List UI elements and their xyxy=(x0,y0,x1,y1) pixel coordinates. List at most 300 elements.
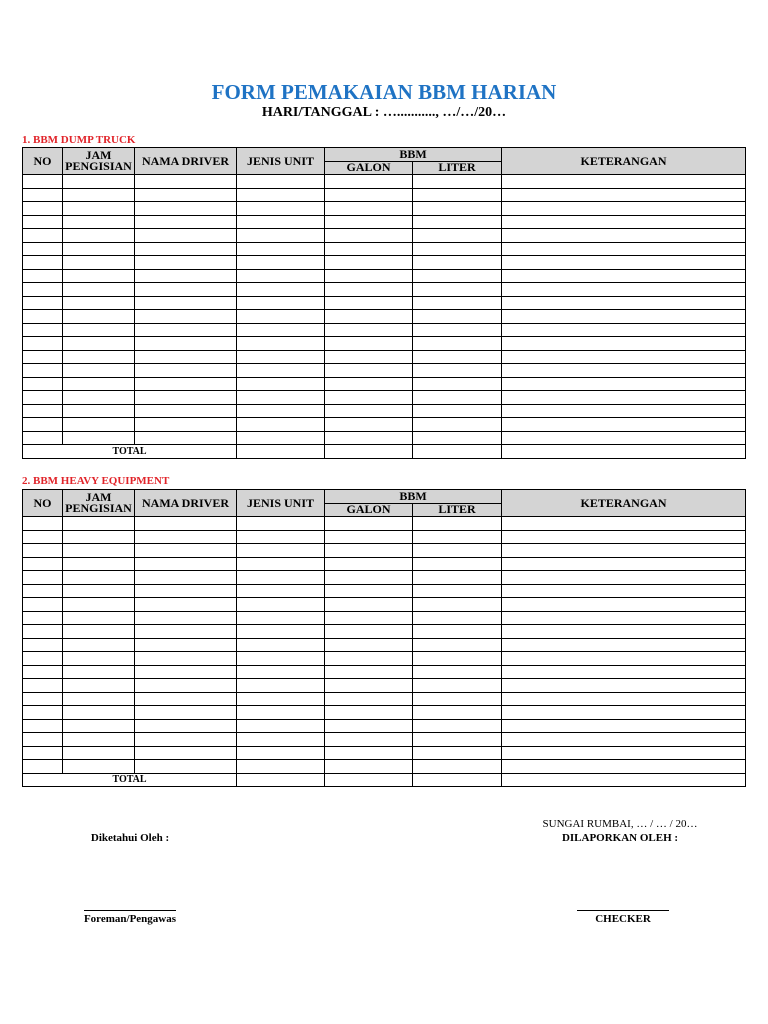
no-cell[interactable] xyxy=(23,350,63,364)
nama-driver-cell[interactable] xyxy=(135,188,237,202)
galon-cell[interactable] xyxy=(325,229,413,243)
keterangan-cell[interactable] xyxy=(502,571,746,585)
table-row xyxy=(23,760,746,774)
liter-cell[interactable] xyxy=(413,337,502,351)
galon-cell[interactable] xyxy=(325,746,413,760)
galon-cell[interactable] xyxy=(325,517,413,531)
nama-driver-cell[interactable] xyxy=(135,296,237,310)
galon-cell[interactable] xyxy=(325,557,413,571)
keterangan-cell[interactable] xyxy=(502,269,746,283)
jenis-unit-cell[interactable] xyxy=(237,530,325,544)
no-cell[interactable] xyxy=(23,611,63,625)
galon-cell[interactable] xyxy=(325,679,413,693)
jenis-unit-cell[interactable] xyxy=(237,377,325,391)
galon-cell[interactable] xyxy=(325,256,413,270)
keterangan-cell[interactable] xyxy=(502,544,746,558)
no-cell[interactable] xyxy=(23,188,63,202)
keterangan-cell[interactable] xyxy=(502,517,746,531)
keterangan-cell[interactable] xyxy=(502,611,746,625)
header-bbm: BBM xyxy=(325,148,502,162)
jenis-unit-cell[interactable] xyxy=(237,598,325,612)
no-cell[interactable] xyxy=(23,256,63,270)
table-row xyxy=(23,598,746,612)
keterangan-cell[interactable] xyxy=(502,283,746,297)
jam-cell[interactable] xyxy=(63,679,135,693)
jam-cell[interactable] xyxy=(63,418,135,432)
keterangan-cell[interactable] xyxy=(502,310,746,324)
nama-driver-cell[interactable] xyxy=(135,175,237,189)
total-spacer xyxy=(237,445,325,459)
no-cell[interactable] xyxy=(23,517,63,531)
jenis-unit-cell[interactable] xyxy=(237,215,325,229)
jenis-unit-cell[interactable] xyxy=(237,692,325,706)
no-cell[interactable] xyxy=(23,733,63,747)
jenis-unit-cell[interactable] xyxy=(237,323,325,337)
galon-cell[interactable] xyxy=(325,733,413,747)
jenis-unit-cell[interactable] xyxy=(237,719,325,733)
liter-cell[interactable] xyxy=(413,517,502,531)
nama-driver-cell[interactable] xyxy=(135,418,237,432)
no-cell[interactable] xyxy=(23,598,63,612)
galon-cell[interactable] xyxy=(325,175,413,189)
jam-cell[interactable] xyxy=(63,350,135,364)
keterangan-cell[interactable] xyxy=(502,215,746,229)
nama-driver-cell[interactable] xyxy=(135,544,237,558)
liter-cell[interactable] xyxy=(413,431,502,445)
total-keterangan-cell[interactable] xyxy=(502,773,746,787)
liter-cell[interactable] xyxy=(413,760,502,774)
keterangan-cell[interactable] xyxy=(502,404,746,418)
table-row xyxy=(23,418,746,432)
keterangan-cell[interactable] xyxy=(502,256,746,270)
jam-cell[interactable] xyxy=(63,733,135,747)
jam-cell[interactable] xyxy=(63,256,135,270)
jenis-unit-cell[interactable] xyxy=(237,256,325,270)
galon-cell[interactable] xyxy=(325,364,413,378)
nama-driver-cell[interactable] xyxy=(135,706,237,720)
keterangan-cell[interactable] xyxy=(502,530,746,544)
keterangan-cell[interactable] xyxy=(502,337,746,351)
liter-cell[interactable] xyxy=(413,350,502,364)
liter-cell[interactable] xyxy=(413,571,502,585)
nama-driver-cell[interactable] xyxy=(135,364,237,378)
jam-cell[interactable] xyxy=(63,215,135,229)
keterangan-cell[interactable] xyxy=(502,377,746,391)
liter-cell[interactable] xyxy=(413,652,502,666)
no-cell[interactable] xyxy=(23,418,63,432)
jam-cell[interactable] xyxy=(63,665,135,679)
nama-driver-cell[interactable] xyxy=(135,665,237,679)
nama-driver-cell[interactable] xyxy=(135,611,237,625)
keterangan-cell[interactable] xyxy=(502,431,746,445)
table-row xyxy=(23,188,746,202)
liter-cell[interactable] xyxy=(413,584,502,598)
keterangan-cell[interactable] xyxy=(502,625,746,639)
keterangan-cell[interactable] xyxy=(502,733,746,747)
keterangan-cell[interactable] xyxy=(502,557,746,571)
total-galon-cell[interactable] xyxy=(325,445,413,459)
keterangan-cell[interactable] xyxy=(502,746,746,760)
jenis-unit-cell[interactable] xyxy=(237,188,325,202)
galon-cell[interactable] xyxy=(325,337,413,351)
nama-driver-cell[interactable] xyxy=(135,215,237,229)
nama-driver-cell[interactable] xyxy=(135,310,237,324)
jenis-unit-cell[interactable] xyxy=(237,625,325,639)
jam-cell[interactable] xyxy=(63,377,135,391)
liter-cell[interactable] xyxy=(413,323,502,337)
jam-cell[interactable] xyxy=(63,611,135,625)
total-keterangan-cell[interactable] xyxy=(502,445,746,459)
no-cell[interactable] xyxy=(23,364,63,378)
liter-cell[interactable] xyxy=(413,188,502,202)
liter-cell[interactable] xyxy=(413,611,502,625)
nama-driver-cell[interactable] xyxy=(135,350,237,364)
table-row xyxy=(23,215,746,229)
no-cell[interactable] xyxy=(23,760,63,774)
no-cell[interactable] xyxy=(23,625,63,639)
jam-cell[interactable] xyxy=(63,202,135,216)
jam-cell[interactable] xyxy=(63,283,135,297)
galon-cell[interactable] xyxy=(325,665,413,679)
jam-cell[interactable] xyxy=(63,229,135,243)
right-signature-line xyxy=(577,910,669,911)
keterangan-cell[interactable] xyxy=(502,229,746,243)
jenis-unit-cell[interactable] xyxy=(237,404,325,418)
total-liter-cell[interactable] xyxy=(413,445,502,459)
jam-cell[interactable] xyxy=(63,404,135,418)
no-cell[interactable] xyxy=(23,215,63,229)
jam-cell[interactable] xyxy=(63,719,135,733)
no-cell[interactable] xyxy=(23,544,63,558)
nama-driver-cell[interactable] xyxy=(135,283,237,297)
keterangan-cell[interactable] xyxy=(502,175,746,189)
jenis-unit-cell[interactable] xyxy=(237,242,325,256)
no-cell[interactable] xyxy=(23,746,63,760)
liter-cell[interactable] xyxy=(413,283,502,297)
no-cell[interactable] xyxy=(23,679,63,693)
jenis-unit-cell[interactable] xyxy=(237,391,325,405)
jenis-unit-cell[interactable] xyxy=(237,269,325,283)
nama-driver-cell[interactable] xyxy=(135,652,237,666)
nama-driver-cell[interactable] xyxy=(135,256,237,270)
jenis-unit-cell[interactable] xyxy=(237,350,325,364)
jam-cell[interactable] xyxy=(63,364,135,378)
table-row xyxy=(23,571,746,585)
no-cell[interactable] xyxy=(23,242,63,256)
nama-driver-cell[interactable] xyxy=(135,692,237,706)
nama-driver-cell[interactable] xyxy=(135,571,237,585)
jenis-unit-cell[interactable] xyxy=(237,229,325,243)
liter-cell[interactable] xyxy=(413,638,502,652)
header-liter: LITER xyxy=(413,503,502,517)
galon-cell[interactable] xyxy=(325,310,413,324)
left-signature-line xyxy=(84,910,176,911)
liter-cell[interactable] xyxy=(413,692,502,706)
table-row xyxy=(23,202,746,216)
no-cell[interactable] xyxy=(23,706,63,720)
jenis-unit-cell[interactable] xyxy=(237,296,325,310)
liter-cell[interactable] xyxy=(413,557,502,571)
keterangan-cell[interactable] xyxy=(502,706,746,720)
liter-cell[interactable] xyxy=(413,665,502,679)
galon-cell[interactable] xyxy=(325,296,413,310)
galon-cell[interactable] xyxy=(325,242,413,256)
total-row xyxy=(23,773,746,787)
no-cell[interactable] xyxy=(23,584,63,598)
jenis-unit-cell[interactable] xyxy=(237,175,325,189)
no-cell[interactable] xyxy=(23,337,63,351)
jenis-unit-cell[interactable] xyxy=(237,665,325,679)
galon-cell[interactable] xyxy=(325,283,413,297)
no-cell[interactable] xyxy=(23,530,63,544)
jenis-unit-cell[interactable] xyxy=(237,557,325,571)
keterangan-cell[interactable] xyxy=(502,638,746,652)
galon-cell[interactable] xyxy=(325,530,413,544)
keterangan-cell[interactable] xyxy=(502,760,746,774)
liter-cell[interactable] xyxy=(413,733,502,747)
jam-cell[interactable] xyxy=(63,175,135,189)
liter-cell[interactable] xyxy=(413,391,502,405)
nama-driver-cell[interactable] xyxy=(135,530,237,544)
jenis-unit-cell[interactable] xyxy=(237,364,325,378)
galon-cell[interactable] xyxy=(325,611,413,625)
liter-cell[interactable] xyxy=(413,706,502,720)
jam-cell[interactable] xyxy=(63,242,135,256)
keterangan-cell[interactable] xyxy=(502,418,746,432)
no-cell[interactable] xyxy=(23,652,63,666)
jam-cell[interactable] xyxy=(63,431,135,445)
galon-cell[interactable] xyxy=(325,202,413,216)
nama-driver-cell[interactable] xyxy=(135,719,237,733)
total-liter-cell[interactable] xyxy=(413,773,502,787)
galon-cell[interactable] xyxy=(325,215,413,229)
keterangan-cell[interactable] xyxy=(502,296,746,310)
keterangan-cell[interactable] xyxy=(502,679,746,693)
keterangan-cell[interactable] xyxy=(502,323,746,337)
galon-cell[interactable] xyxy=(325,584,413,598)
liter-cell[interactable] xyxy=(413,202,502,216)
no-cell[interactable] xyxy=(23,296,63,310)
jam-cell[interactable] xyxy=(63,692,135,706)
liter-cell[interactable] xyxy=(413,296,502,310)
jenis-unit-cell[interactable] xyxy=(237,746,325,760)
nama-driver-cell[interactable] xyxy=(135,625,237,639)
jam-cell[interactable] xyxy=(63,269,135,283)
jenis-unit-cell[interactable] xyxy=(237,337,325,351)
nama-driver-cell[interactable] xyxy=(135,404,237,418)
jenis-unit-cell[interactable] xyxy=(237,283,325,297)
liter-cell[interactable] xyxy=(413,242,502,256)
no-cell[interactable] xyxy=(23,175,63,189)
jenis-unit-cell[interactable] xyxy=(237,584,325,598)
jenis-unit-cell[interactable] xyxy=(237,679,325,693)
keterangan-cell[interactable] xyxy=(502,350,746,364)
galon-cell[interactable] xyxy=(325,391,413,405)
table-row xyxy=(23,719,746,733)
nama-driver-cell[interactable] xyxy=(135,377,237,391)
nama-driver-cell[interactable] xyxy=(135,269,237,283)
liter-cell[interactable] xyxy=(413,364,502,378)
no-cell[interactable] xyxy=(23,283,63,297)
jenis-unit-cell[interactable] xyxy=(237,733,325,747)
section-label-heavy-equipment: 2. BBM HEAVY EQUIPMENT xyxy=(22,475,170,487)
jam-cell[interactable] xyxy=(63,706,135,720)
jam-cell[interactable] xyxy=(63,337,135,351)
table-row xyxy=(23,229,746,243)
liter-cell[interactable] xyxy=(413,530,502,544)
galon-cell[interactable] xyxy=(325,652,413,666)
liter-cell[interactable] xyxy=(413,746,502,760)
total-galon-cell[interactable] xyxy=(325,773,413,787)
galon-cell[interactable] xyxy=(325,377,413,391)
liter-cell[interactable] xyxy=(413,719,502,733)
nama-driver-cell[interactable] xyxy=(135,323,237,337)
galon-cell[interactable] xyxy=(325,269,413,283)
jam-cell[interactable] xyxy=(63,652,135,666)
jenis-unit-cell[interactable] xyxy=(237,638,325,652)
no-cell[interactable] xyxy=(23,202,63,216)
no-cell[interactable] xyxy=(23,719,63,733)
no-cell[interactable] xyxy=(23,557,63,571)
jenis-unit-cell[interactable] xyxy=(237,517,325,531)
keterangan-cell[interactable] xyxy=(502,719,746,733)
nama-driver-cell[interactable] xyxy=(135,517,237,531)
keterangan-cell[interactable] xyxy=(502,665,746,679)
jam-cell[interactable] xyxy=(63,557,135,571)
keterangan-cell[interactable] xyxy=(502,598,746,612)
galon-cell[interactable] xyxy=(325,350,413,364)
no-cell[interactable] xyxy=(23,229,63,243)
galon-cell[interactable] xyxy=(325,404,413,418)
keterangan-cell[interactable] xyxy=(502,242,746,256)
no-cell[interactable] xyxy=(23,571,63,585)
jam-cell[interactable] xyxy=(63,746,135,760)
jenis-unit-cell[interactable] xyxy=(237,431,325,445)
liter-cell[interactable] xyxy=(413,229,502,243)
liter-cell[interactable] xyxy=(413,598,502,612)
header-nama-driver: NAMA DRIVER xyxy=(135,490,237,517)
no-cell[interactable] xyxy=(23,377,63,391)
jam-cell[interactable] xyxy=(63,571,135,585)
jenis-unit-cell[interactable] xyxy=(237,310,325,324)
jam-cell[interactable] xyxy=(63,517,135,531)
nama-driver-cell[interactable] xyxy=(135,242,237,256)
nama-driver-cell[interactable] xyxy=(135,557,237,571)
no-cell[interactable] xyxy=(23,665,63,679)
liter-cell[interactable] xyxy=(413,679,502,693)
nama-driver-cell[interactable] xyxy=(135,679,237,693)
jam-cell[interactable] xyxy=(63,544,135,558)
jenis-unit-cell[interactable] xyxy=(237,611,325,625)
no-cell[interactable] xyxy=(23,404,63,418)
jam-cell[interactable] xyxy=(63,584,135,598)
keterangan-cell[interactable] xyxy=(502,202,746,216)
nama-driver-cell[interactable] xyxy=(135,431,237,445)
jenis-unit-cell[interactable] xyxy=(237,652,325,666)
nama-driver-cell[interactable] xyxy=(135,202,237,216)
jenis-unit-cell[interactable] xyxy=(237,571,325,585)
jam-cell[interactable] xyxy=(63,323,135,337)
liter-cell[interactable] xyxy=(413,377,502,391)
jam-cell[interactable] xyxy=(63,638,135,652)
liter-cell[interactable] xyxy=(413,310,502,324)
jam-cell[interactable] xyxy=(63,310,135,324)
liter-cell[interactable] xyxy=(413,404,502,418)
liter-cell[interactable] xyxy=(413,625,502,639)
nama-driver-cell[interactable] xyxy=(135,638,237,652)
nama-driver-cell[interactable] xyxy=(135,760,237,774)
no-cell[interactable] xyxy=(23,391,63,405)
acknowledged-by-label: Diketahui Oleh : xyxy=(90,832,170,844)
jam-cell[interactable] xyxy=(63,391,135,405)
galon-cell[interactable] xyxy=(325,571,413,585)
dump-truck-rows xyxy=(23,175,746,445)
galon-cell[interactable] xyxy=(325,719,413,733)
keterangan-cell[interactable] xyxy=(502,584,746,598)
keterangan-cell[interactable] xyxy=(502,391,746,405)
liter-cell[interactable] xyxy=(413,175,502,189)
liter-cell[interactable] xyxy=(413,544,502,558)
no-cell[interactable] xyxy=(23,692,63,706)
no-cell[interactable] xyxy=(23,431,63,445)
nama-driver-cell[interactable] xyxy=(135,733,237,747)
nama-driver-cell[interactable] xyxy=(135,746,237,760)
liter-cell[interactable] xyxy=(413,418,502,432)
jenis-unit-cell[interactable] xyxy=(237,418,325,432)
no-cell[interactable] xyxy=(23,323,63,337)
no-cell[interactable] xyxy=(23,269,63,283)
nama-driver-cell[interactable] xyxy=(135,391,237,405)
galon-cell[interactable] xyxy=(325,323,413,337)
jenis-unit-cell[interactable] xyxy=(237,760,325,774)
galon-cell[interactable] xyxy=(325,598,413,612)
jam-cell[interactable] xyxy=(63,296,135,310)
no-cell[interactable] xyxy=(23,638,63,652)
keterangan-cell[interactable] xyxy=(502,364,746,378)
keterangan-cell[interactable] xyxy=(502,652,746,666)
total-label: TOTAL xyxy=(23,773,237,787)
jenis-unit-cell[interactable] xyxy=(237,706,325,720)
jam-cell[interactable] xyxy=(63,598,135,612)
galon-cell[interactable] xyxy=(325,431,413,445)
jam-cell[interactable] xyxy=(63,530,135,544)
jenis-unit-cell[interactable] xyxy=(237,202,325,216)
galon-cell[interactable] xyxy=(325,188,413,202)
nama-driver-cell[interactable] xyxy=(135,584,237,598)
liter-cell[interactable] xyxy=(413,256,502,270)
liter-cell[interactable] xyxy=(413,215,502,229)
keterangan-cell[interactable] xyxy=(502,188,746,202)
jam-cell[interactable] xyxy=(63,188,135,202)
nama-driver-cell[interactable] xyxy=(135,598,237,612)
galon-cell[interactable] xyxy=(325,692,413,706)
galon-cell[interactable] xyxy=(325,418,413,432)
checker-label: CHECKER xyxy=(595,913,651,925)
jam-cell[interactable] xyxy=(63,760,135,774)
keterangan-cell[interactable] xyxy=(502,692,746,706)
galon-cell[interactable] xyxy=(325,760,413,774)
jenis-unit-cell[interactable] xyxy=(237,544,325,558)
no-cell[interactable] xyxy=(23,310,63,324)
galon-cell[interactable] xyxy=(325,544,413,558)
galon-cell[interactable] xyxy=(325,625,413,639)
nama-driver-cell[interactable] xyxy=(135,337,237,351)
galon-cell[interactable] xyxy=(325,638,413,652)
galon-cell[interactable] xyxy=(325,706,413,720)
jam-cell[interactable] xyxy=(63,625,135,639)
nama-driver-cell[interactable] xyxy=(135,229,237,243)
liter-cell[interactable] xyxy=(413,269,502,283)
